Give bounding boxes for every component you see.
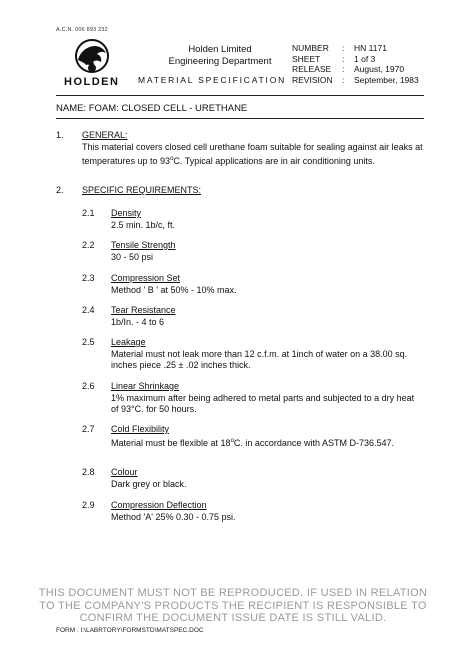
requirement-text: 2.5 min. 1b/c, ft. (111, 219, 176, 230)
section-2-title: SPECIFIC REQUIREMENTS: (82, 185, 202, 195)
meta-row-number: NUMBER : HN 1171 (292, 43, 387, 53)
acn-number: A.C.N. 006 893 232 (56, 27, 108, 33)
item-number: 2.3 (82, 273, 95, 283)
item-number: 2.6 (82, 381, 95, 391)
item-number: 2.9 (82, 500, 95, 510)
header-divider-bottom (56, 118, 424, 119)
item-number: 2.8 (82, 467, 95, 477)
item-number: 2.1 (82, 208, 95, 218)
requirement-title: Tensile Strength (111, 240, 176, 250)
general-description: This material covers closed cell urethane foam suitable for sealing against air leaks at temperatures up to 93$^o$C. Typical applications are in air conditioning units. (82, 142, 423, 166)
requirement-title: Compression Set (111, 273, 181, 283)
requirement-colour (111, 467, 424, 490)
meta-row-revision: REVISION : September, 1983 (292, 74, 419, 85)
requirement-tensile-strength (111, 240, 424, 263)
company-name: Holden Limited (188, 44, 252, 55)
requirement-tear-resistance (111, 305, 424, 328)
requirement-title: Compression Deflection (111, 500, 207, 510)
requirement-title: Cold Flexibility (111, 424, 170, 434)
meta-row-sheet: SHEET : 1 of 3 (292, 53, 376, 64)
requirement-title: Colour (111, 467, 138, 477)
requirement-title: Density (111, 208, 142, 218)
requirement-text: Material must not leak more than 12 c.f.m. at 1inch of water on a 38.00 sq. inches piece .25 ± .02 inches thick. (111, 348, 408, 370)
requirement-text: 1% maximum after being adhered to metal parts and subjected to a dry heat of 93°C. for 50 hours. (111, 392, 415, 414)
header-divider-top (56, 95, 424, 96)
reproduction-notice: THIS DOCUMENT MUST NOT BE REPRODUCED. IF USED IN RELATION TO THE COMPANY'S PRODUCTS THE RECIPIENT IS RESPONSIBLE TO CONFIRM THE DOCUMENT ISSUE DATE IS STILL VALID. (38, 587, 428, 624)
requirement-compression-set (111, 273, 424, 296)
company-block (150, 44, 290, 68)
requirement-title: Linear Shrinkage (111, 381, 180, 391)
requirement-text: 1b/In. - 4 to 6 (111, 316, 165, 327)
material-name: NAME: FOAM: CLOSED CELL - URETHANE (56, 103, 248, 114)
requirement-title: Leakage (111, 337, 146, 347)
requirement-compression-deflection (111, 500, 424, 523)
item-number: 2.7 (82, 424, 95, 434)
section-1-title: GENERAL: (82, 130, 128, 140)
item-number: 2.5 (82, 337, 95, 347)
requirement-title: Tear Resistance (111, 305, 176, 315)
spec-title: MATERIAL SPECIFICATION (138, 75, 287, 85)
meta-row-release: RELEASE : August, 1970 (292, 64, 405, 74)
requirement-density (111, 208, 424, 231)
brand-name: HOLDEN (64, 76, 120, 88)
section-2-number: 2. (56, 185, 64, 195)
spec-meta (292, 43, 419, 85)
section-1-number: 1. (56, 130, 64, 140)
requirement-text: Material must be flexible at 18$^o$C. in accordance with ASTM D-736.547. (111, 437, 394, 448)
requirement-cold-flexibility (111, 424, 424, 449)
requirement-linear-shrinkage (111, 381, 424, 416)
requirement-text: Method 'A' 25% 0.30 - 0.75 psi. (111, 511, 236, 522)
item-number: 2.2 (82, 240, 95, 250)
requirement-leakage (111, 337, 424, 372)
department-name: Engineering Department (168, 56, 272, 67)
requirement-text: Method ' B ' at 50% - 10% max. (111, 284, 237, 295)
form-path: FORM : I:\LABRTORY\FORMSTD\MATSPEC.DOC (56, 627, 204, 634)
requirement-text: 30 - 50 psi (111, 251, 154, 262)
requirement-text: Dark grey or black. (111, 478, 187, 489)
item-number: 2.4 (82, 305, 95, 315)
